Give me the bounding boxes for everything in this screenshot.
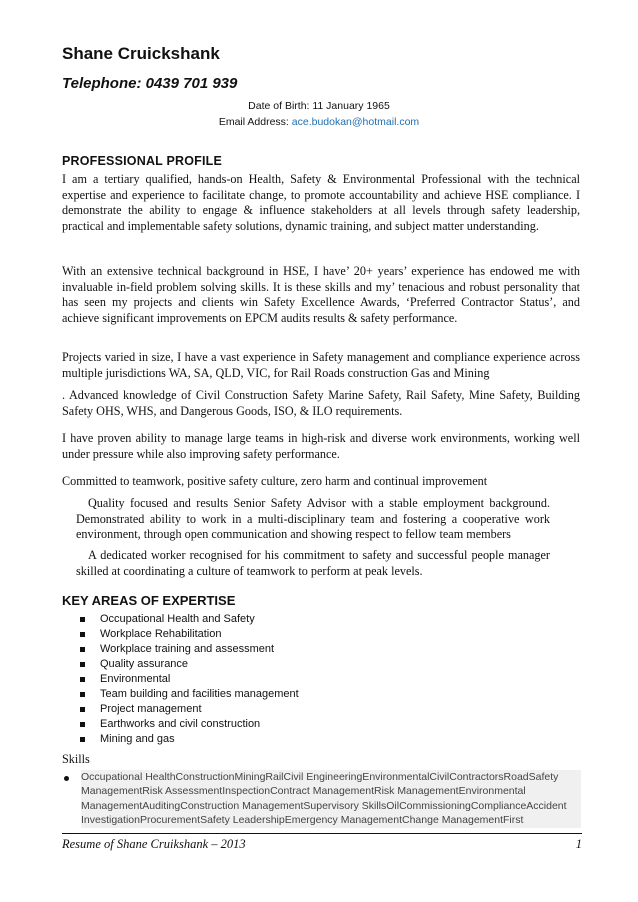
profile-paragraph-2: With an extensive technical background in HSE, I have’ 20+ years’ experience has endowed me with invaluable in-field problem solving skills. It is these skills and my’ tenacious and robust personality that has seen my projects and clients win Safety Excellence Awards, ‘Preferred Contractor Status’, and achieve significant improvements on EPCM audits results & safety performance. [62, 264, 580, 325]
email-label: Email Address: [218, 116, 292, 128]
list-item: Environmental [80, 672, 299, 687]
profile-paragraph-3: Projects varied in size, I have a vast experience in Safety management and compliance experience across multiple jurisdictions WA, SA, QLD, VIC, for Rail Roads construction Gas and Mining [62, 350, 580, 380]
list-item: Earthworks and civil construction [80, 717, 299, 732]
bullet-icon [80, 692, 85, 697]
footer-title: Resume of Shane Cruikshank – 2013 [62, 837, 246, 851]
email-link[interactable]: ace.budokan@hotmail.com [291, 116, 420, 128]
list-item: Mining and gas [80, 732, 299, 747]
footer-divider [62, 833, 582, 834]
list-item: Workplace Rehabilitation [80, 627, 299, 642]
bullet-icon [80, 722, 85, 727]
bullet-icon [80, 647, 85, 652]
bullet-icon [80, 632, 85, 637]
profile-paragraph-8: A dedicated worker recognised for his commitment to safety and successful people manager skilled at coordinating a culture of teamwork to perform at peak levels. [76, 548, 550, 578]
email-line [0, 116, 638, 128]
bullet-icon [80, 662, 85, 667]
profile-paragraph-7: Quality focused and results Senior Safety Advisor with a stable employment background. Demonstrated ability to work in a multi-disciplinary team and fostering a cooperative work environment, through open communication and showing respect to fellow team members [76, 496, 550, 542]
profile-paragraph-4: . Advanced knowledge of Civil Construction Safety Marine Safety, Rail Safety, Mine Safety, Building Safety OHS, WHS, and Dangerous Goods, ISO, & ILO requirements. [62, 388, 580, 418]
profile-paragraph-6: Committed to teamwork, positive safety culture, zero harm and continual improvement [62, 474, 488, 488]
bullet-icon [80, 677, 85, 682]
expertise-list [80, 612, 299, 747]
bullet-icon [64, 776, 69, 781]
telephone: Telephone: 0439 701 939 [62, 75, 238, 92]
profile-paragraph-5: I have proven ability to manage large teams in high-risk and diverse work environments, working well under pressure while also improving safety performance. [62, 431, 580, 461]
list-item: Project management [80, 702, 299, 717]
profile-paragraph-1: I am a tertiary qualified, hands-on Health, Safety & Environmental Professional with the technical expertise and experience to facilitate change, to promote accountability and achieve HSE compliance. I demonstrate the ability to engage & influence stakeholders at all levels through safety leadership, practical and implementable safety solutions, dynamic training, and subject matter understanding. [62, 172, 580, 233]
list-item: Workplace training and assessment [80, 642, 299, 657]
skills-text: Occupational HealthConstructionMiningRailCivil EngineeringEnvironmentalCivilContractorsRoadSafety ManagementRisk AssessmentInspectionContract ManagementRisk ManagementEnvironmental ManagementAuditingConstruction ManagementSupervisory SkillsOilCommissioningComplianceAccident InvestigationProcurementSafety LeadershipEmergency ManagementChange ManagementFirst [81, 770, 581, 828]
list-item: Quality assurance [80, 657, 299, 672]
bullet-icon [80, 617, 85, 622]
professional-profile-heading: PROFESSIONAL PROFILE [62, 154, 223, 168]
key-areas-heading: KEY AREAS OF EXPERTISE [62, 593, 236, 608]
date-of-birth: Date of Birth: 11 January 1965 [248, 100, 390, 112]
list-item: Occupational Health and Safety [80, 612, 299, 627]
bullet-icon [80, 737, 85, 742]
page-number: 1 [575, 837, 582, 851]
bullet-icon [80, 707, 85, 712]
list-item: Team building and facilities management [80, 687, 299, 702]
candidate-name: Shane Cruickshank [62, 44, 220, 63]
skills-heading: Skills [62, 752, 90, 766]
